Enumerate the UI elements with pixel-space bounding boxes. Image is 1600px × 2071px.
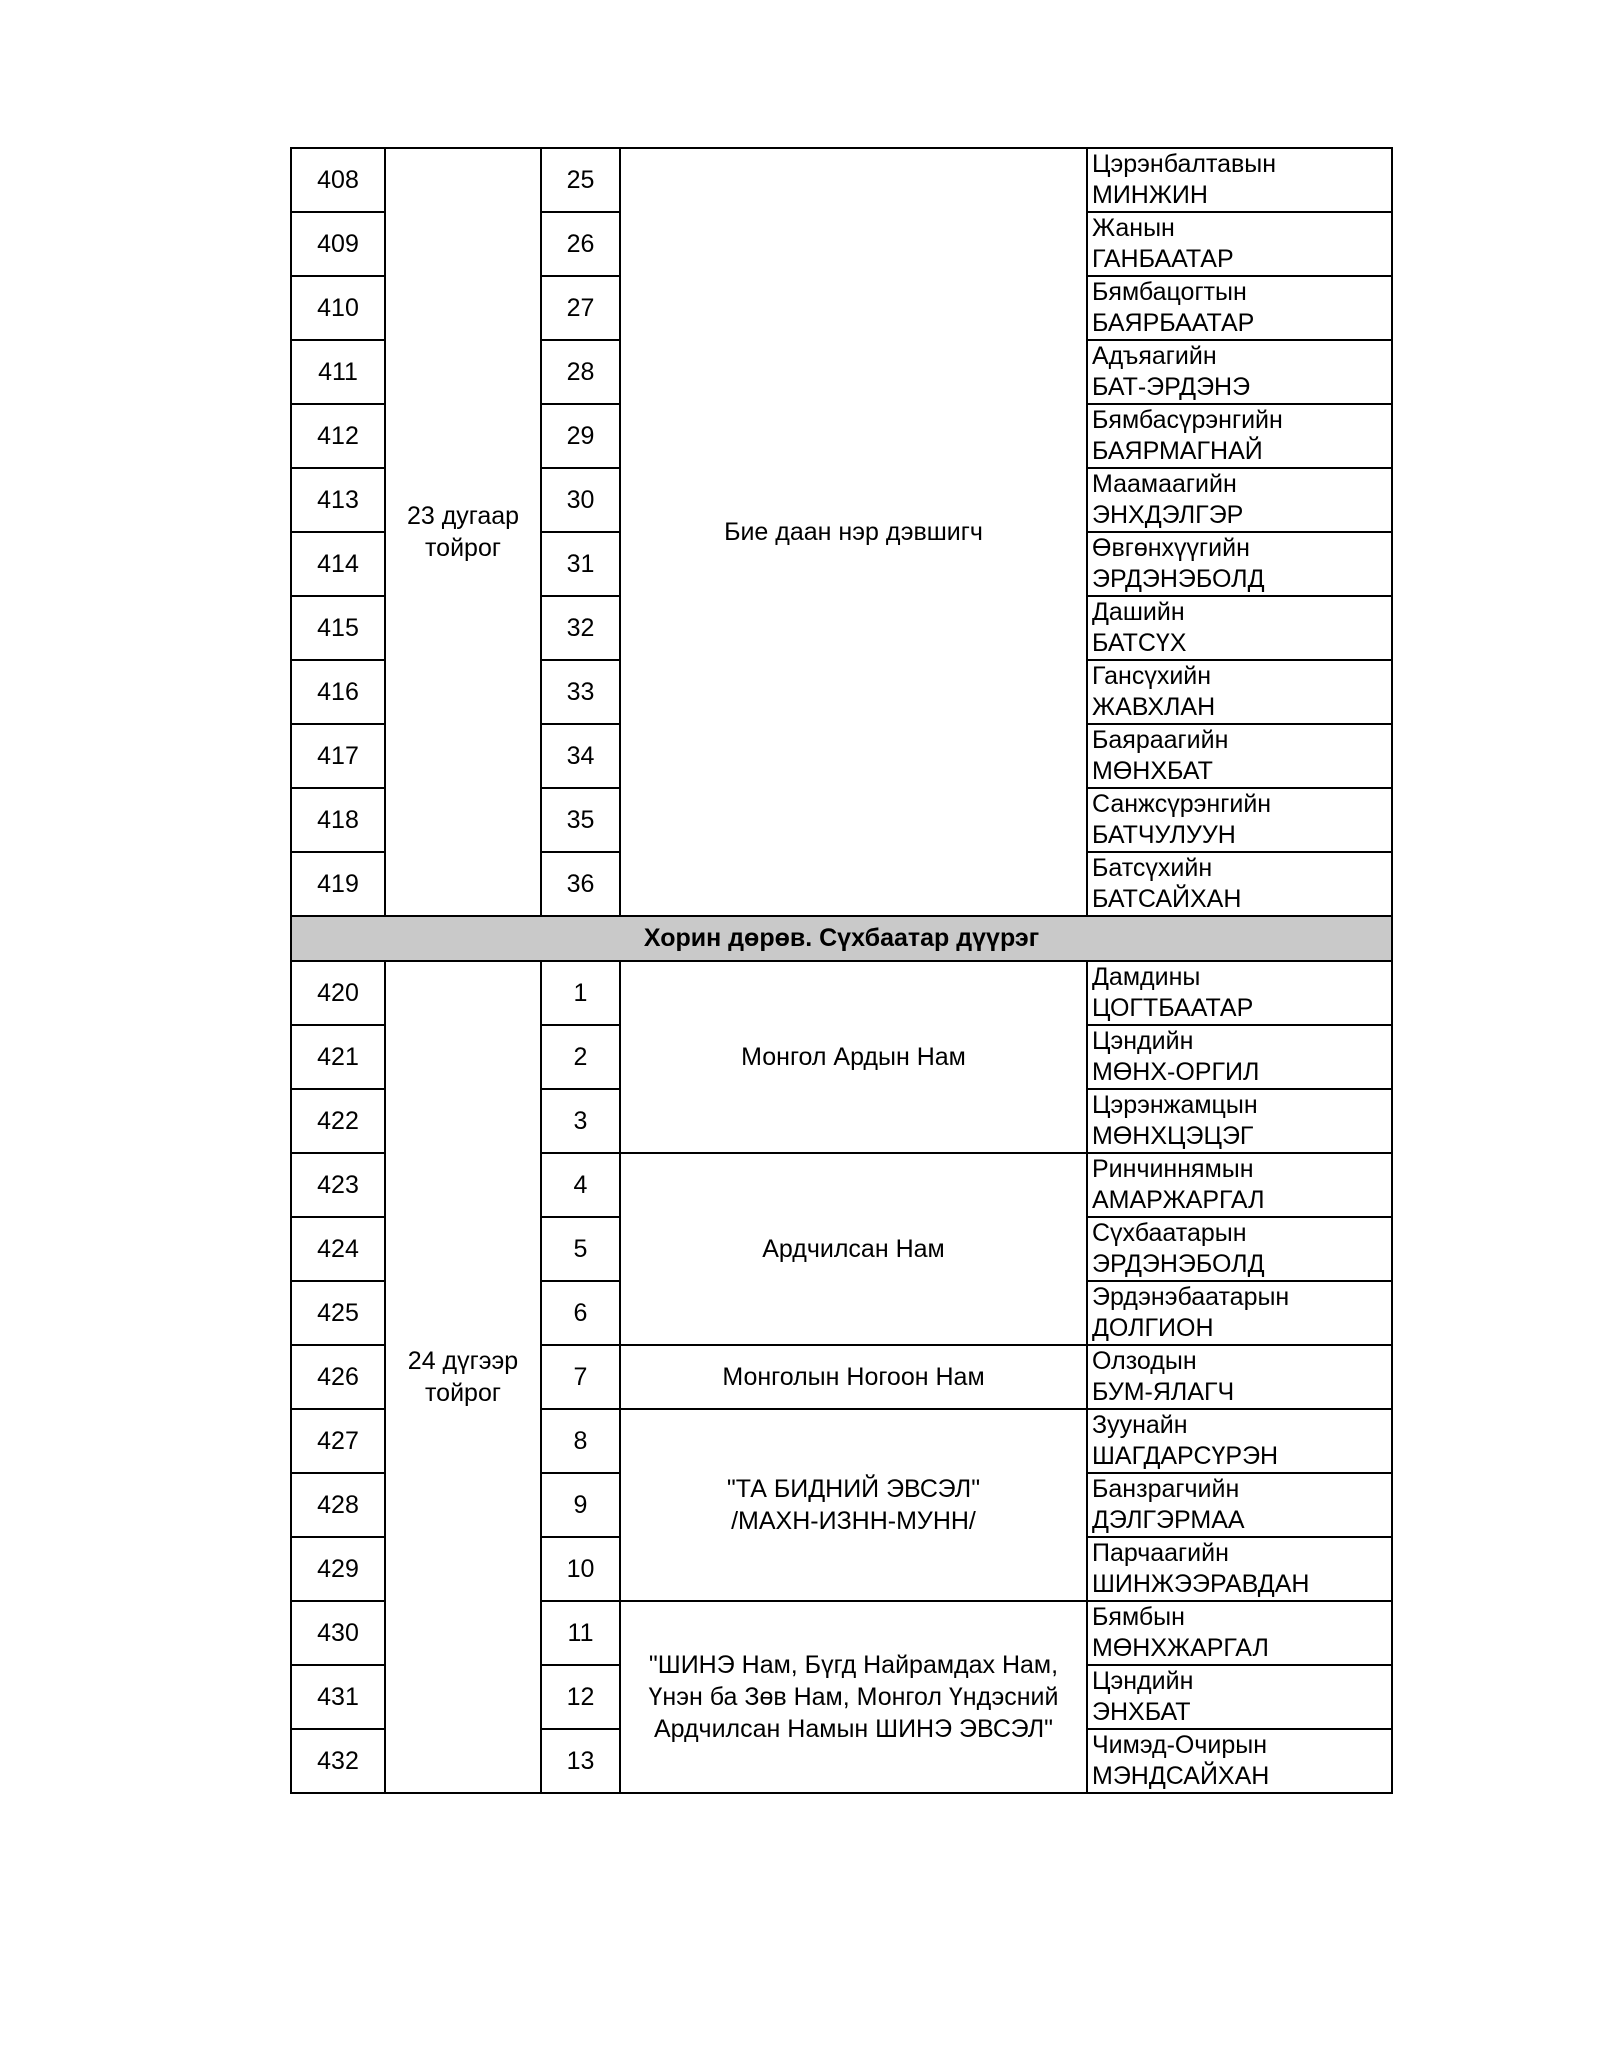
candidate-seq: 35 [541, 788, 620, 852]
candidate-given-name: МӨНХ-ОРГИЛ [1092, 1058, 1260, 1086]
candidate-patronymic: Адъяагийн [1092, 342, 1217, 370]
row-number: 424 [291, 1217, 385, 1281]
candidate-seq: 33 [541, 660, 620, 724]
candidate-patronymic: Бямбацогтын [1092, 278, 1247, 306]
party-cell [620, 1153, 1087, 1345]
row-number: 409 [291, 212, 385, 276]
candidate-given-name: БАТ-ЭРДЭНЭ [1092, 373, 1251, 401]
district-label: 23 дугаар [406, 502, 520, 530]
candidate-patronymic: Парчаагийн [1092, 1539, 1229, 1567]
candidate-name-cell [1087, 1345, 1392, 1409]
candidate-seq: 27 [541, 276, 620, 340]
candidate-seq: 13 [541, 1729, 620, 1793]
candidate-given-name: БАТСҮХ [1092, 629, 1187, 657]
candidate-given-name: ЭРДЭНЭБОЛД [1092, 565, 1265, 593]
row-number: 425 [291, 1281, 385, 1345]
candidate-name-cell [1087, 1281, 1392, 1345]
candidate-name-cell [1087, 1025, 1392, 1089]
candidate-name-cell [1087, 1601, 1392, 1665]
row-number: 430 [291, 1601, 385, 1665]
section-header-row [291, 916, 1392, 961]
candidate-name-cell [1087, 788, 1392, 852]
candidate-name-cell [1087, 1729, 1392, 1793]
candidate-patronymic: Сүхбаатарын [1092, 1219, 1247, 1247]
candidate-given-name: МӨНХЦЭЦЭГ [1092, 1122, 1254, 1150]
candidate-name-cell [1087, 1089, 1392, 1153]
candidate-patronymic: Цэрэнбалтавын [1092, 150, 1277, 178]
candidate-given-name: АМАРЖАРГАЛ [1092, 1186, 1265, 1214]
party-cell [620, 1345, 1087, 1409]
table-row [291, 961, 1392, 1025]
candidate-patronymic: Олзодын [1092, 1347, 1197, 1375]
candidate-patronymic: Бямбын [1092, 1603, 1185, 1631]
candidate-name-cell [1087, 148, 1392, 212]
candidate-patronymic: Жанын [1092, 214, 1175, 242]
party-name-line: Монголын Ногоон Нам [722, 1363, 985, 1391]
candidate-given-name: МӨНХБАТ [1092, 757, 1213, 785]
row-number: 420 [291, 961, 385, 1025]
candidate-given-name: МӨНХЖАРГАЛ [1092, 1634, 1269, 1662]
candidate-patronymic: Ринчиннямын [1092, 1155, 1254, 1183]
row-number: 419 [291, 852, 385, 916]
candidate-seq: 10 [541, 1537, 620, 1601]
candidate-patronymic: Чимэд-Очирын [1092, 1731, 1268, 1759]
candidate-seq: 28 [541, 340, 620, 404]
candidate-name-cell [1087, 1665, 1392, 1729]
row-number: 418 [291, 788, 385, 852]
candidate-name-cell [1087, 852, 1392, 916]
candidate-patronymic: Дашийн [1092, 598, 1185, 626]
row-number: 421 [291, 1025, 385, 1089]
district-label: 24 дүгээр [407, 1347, 519, 1375]
candidate-seq: 12 [541, 1665, 620, 1729]
candidate-seq: 25 [541, 148, 620, 212]
row-number: 432 [291, 1729, 385, 1793]
candidate-given-name: БАЯРМАГНАЙ [1092, 437, 1263, 465]
party-name-line: "ШИНЭ Нам, Бүгд Найрамдах Нам, [648, 1651, 1059, 1679]
candidate-seq: 7 [541, 1345, 620, 1409]
candidate-given-name: ГАНБААТАР [1092, 245, 1234, 273]
candidate-name-cell [1087, 1537, 1392, 1601]
candidate-seq: 9 [541, 1473, 620, 1537]
candidate-patronymic: Маамаагийн [1092, 470, 1237, 498]
party-name-line: /МАХН-ИЗНН-МУНН/ [731, 1507, 976, 1535]
row-number: 428 [291, 1473, 385, 1537]
party-name-line: Ардчилсан Нам [762, 1235, 945, 1263]
candidate-patronymic: Батсүхийн [1092, 854, 1213, 882]
candidate-patronymic: Цэрэнжамцын [1092, 1091, 1258, 1119]
candidate-given-name: БУМ-ЯЛАГЧ [1092, 1378, 1235, 1406]
party-name-line: Ардчилсан Намын ШИНЭ ЭВСЭЛ" [653, 1715, 1054, 1743]
candidate-patronymic: Бямбасүрэнгийн [1092, 406, 1283, 434]
party-cell [620, 1409, 1087, 1601]
party-cell [620, 961, 1087, 1153]
candidate-seq: 11 [541, 1601, 620, 1665]
district-cell [385, 961, 541, 1793]
candidate-name-cell [1087, 596, 1392, 660]
candidate-name-cell [1087, 1153, 1392, 1217]
row-number: 414 [291, 532, 385, 596]
candidate-seq: 1 [541, 961, 620, 1025]
candidate-table [290, 147, 1393, 1794]
row-number: 431 [291, 1665, 385, 1729]
candidate-seq: 30 [541, 468, 620, 532]
candidate-name-cell [1087, 724, 1392, 788]
candidate-seq: 2 [541, 1025, 620, 1089]
candidate-given-name: ШИНЖЭЭРАВДАН [1092, 1570, 1310, 1598]
candidate-patronymic: Банзрагчийн [1092, 1475, 1240, 1503]
candidate-seq: 34 [541, 724, 620, 788]
candidate-name-cell [1087, 1473, 1392, 1537]
candidate-name-cell [1087, 276, 1392, 340]
candidate-seq: 26 [541, 212, 620, 276]
candidate-seq: 32 [541, 596, 620, 660]
candidate-patronymic: Зуунайн [1092, 1411, 1188, 1439]
row-number: 422 [291, 1089, 385, 1153]
candidate-patronymic: Санжсүрэнгийн [1092, 790, 1272, 818]
district-label: тойрог [425, 1379, 501, 1407]
candidate-seq: 36 [541, 852, 620, 916]
candidate-seq: 8 [541, 1409, 620, 1473]
row-number: 411 [291, 340, 385, 404]
candidate-given-name: ЭНХДЭЛГЭР [1092, 501, 1244, 529]
candidate-name-cell [1087, 961, 1392, 1025]
candidate-patronymic: Дамдины [1092, 963, 1201, 991]
candidate-seq: 31 [541, 532, 620, 596]
candidate-given-name: ДЭЛГЭРМАА [1092, 1506, 1245, 1534]
candidate-given-name: ШАГДАРСҮРЭН [1092, 1442, 1279, 1470]
candidate-given-name: ЖАВХЛАН [1092, 693, 1216, 721]
candidate-name-cell [1087, 468, 1392, 532]
candidate-name-cell [1087, 532, 1392, 596]
candidate-seq: 4 [541, 1153, 620, 1217]
candidate-given-name: ЭРДЭНЭБОЛД [1092, 1250, 1265, 1278]
candidate-seq: 6 [541, 1281, 620, 1345]
row-number: 412 [291, 404, 385, 468]
party-cell [620, 1601, 1087, 1793]
candidate-seq: 29 [541, 404, 620, 468]
candidate-patronymic: Гансүхийн [1092, 662, 1212, 690]
candidate-name-cell [1087, 404, 1392, 468]
party-cell: Бие даан нэр дэвшигч [620, 148, 1087, 916]
row-number: 415 [291, 596, 385, 660]
row-number: 427 [291, 1409, 385, 1473]
candidate-given-name: БАЯРБААТАР [1092, 309, 1255, 337]
candidate-given-name: БАТЧУЛУУН [1092, 821, 1236, 849]
candidate-given-name: МИНЖИН [1092, 181, 1208, 209]
candidate-name-cell [1087, 212, 1392, 276]
candidate-patronymic: Цэндийн [1092, 1667, 1194, 1695]
row-number: 413 [291, 468, 385, 532]
candidate-given-name: МЭНДСАЙХАН [1092, 1762, 1270, 1790]
candidate-patronymic: Өвгөнхүүгийн [1092, 534, 1250, 562]
row-number: 417 [291, 724, 385, 788]
row-number: 423 [291, 1153, 385, 1217]
candidate-name-cell [1087, 1409, 1392, 1473]
candidate-given-name: БАТСАЙХАН [1092, 885, 1242, 913]
candidate-given-name: ЭНХБАТ [1092, 1698, 1191, 1726]
candidate-patronymic: Эрдэнэбаатарын [1092, 1283, 1290, 1311]
candidate-seq: 5 [541, 1217, 620, 1281]
candidate-name-cell [1087, 340, 1392, 404]
candidate-name-cell [1087, 660, 1392, 724]
candidate-patronymic: Цэндийн [1092, 1027, 1194, 1055]
candidate-seq: 3 [541, 1089, 620, 1153]
row-number: 429 [291, 1537, 385, 1601]
row-number: 426 [291, 1345, 385, 1409]
candidate-given-name: ЦОГТБААТАР [1092, 994, 1254, 1022]
candidate-given-name: ДОЛГИОН [1092, 1314, 1214, 1342]
party-name-line: Үнэн ба Зөв Нам, Монгол Үндэсний [648, 1683, 1059, 1711]
party-name-line: "ТА БИДНИЙ ЭВСЭЛ" [726, 1475, 981, 1503]
table-row [291, 148, 1392, 212]
candidate-patronymic: Баяраагийн [1092, 726, 1229, 754]
district-label: тойрог [425, 534, 501, 562]
district-cell [385, 148, 541, 916]
candidate-name-cell [1087, 1217, 1392, 1281]
row-number: 410 [291, 276, 385, 340]
row-number: 416 [291, 660, 385, 724]
party-name-line: Монгол Ардын Нам [741, 1043, 966, 1071]
section-header: Хорин дөрөв. Сүхбаатар дүүрэг [291, 916, 1392, 961]
row-number: 408 [291, 148, 385, 212]
